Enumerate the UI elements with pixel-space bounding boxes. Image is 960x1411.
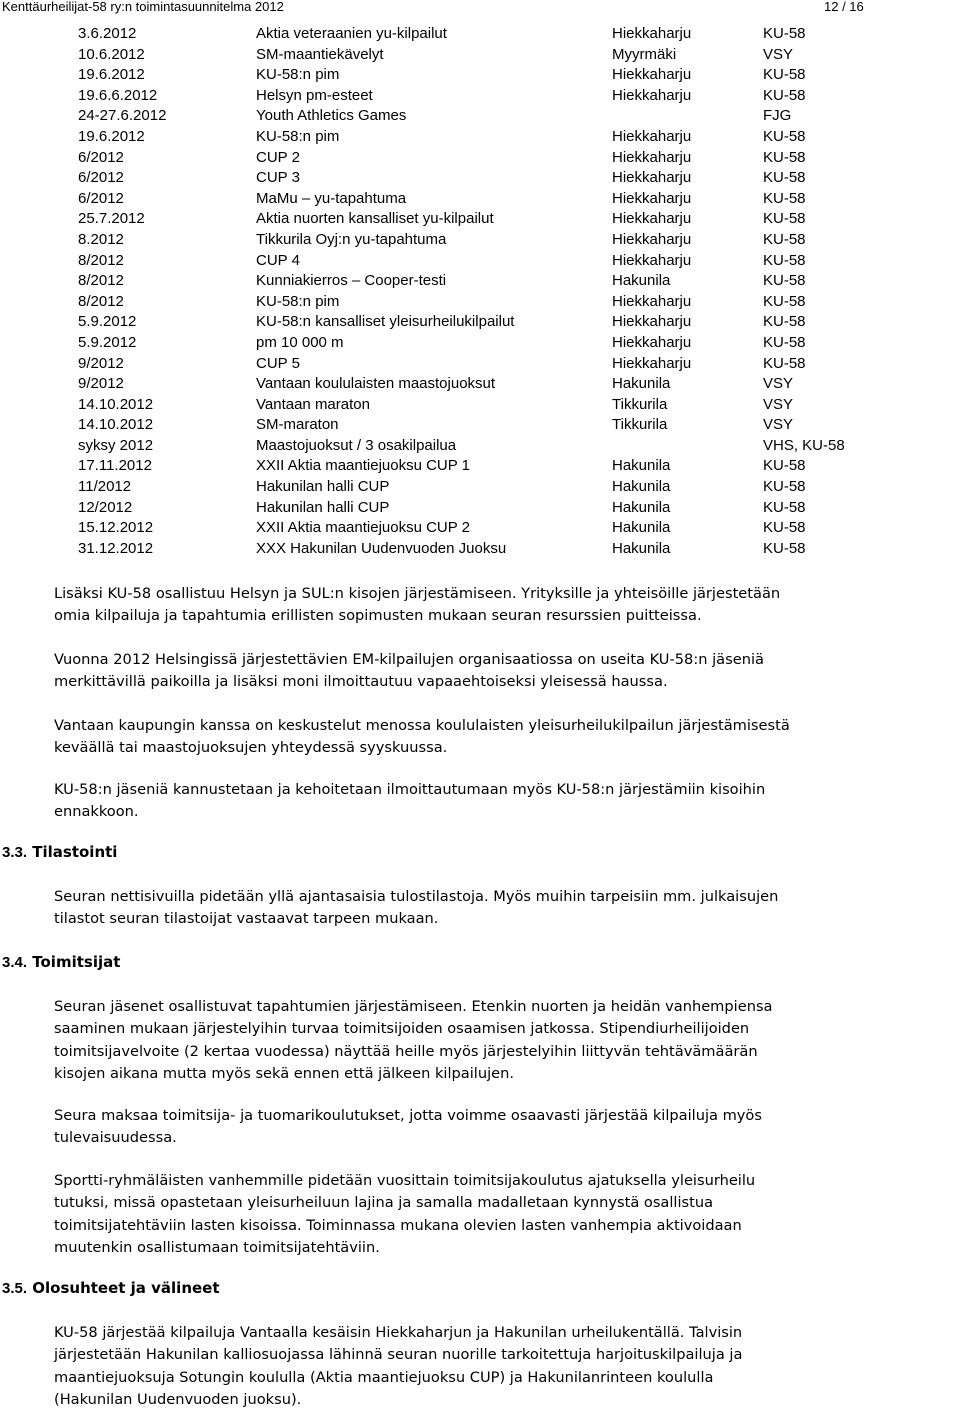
event-name: CUP 3 [256, 169, 300, 187]
paragraph [54, 779, 958, 824]
event-place: Hiekkaharju [612, 354, 692, 372]
event-date: 24-27.6.2012 [78, 107, 167, 125]
event-name: Helsyn pm-esteet [256, 86, 373, 104]
event-name: SM-maraton [256, 416, 339, 434]
event-organizer: KU-58 [763, 292, 806, 310]
event-place: Hiekkaharju [612, 251, 692, 269]
event-date: 6/2012 [78, 148, 124, 166]
event-date: 9/2012 [78, 354, 124, 372]
event-date: 5.9.2012 [78, 333, 137, 351]
event-name: XXX Hakunilan Uudenvuoden Juoksu [256, 539, 507, 557]
event-name: CUP 5 [256, 354, 300, 372]
section-title: Tilastointi [32, 843, 118, 861]
event-place: Hakunila [612, 519, 671, 537]
event-place: Hiekkaharju [612, 66, 692, 84]
event-name: XXII Aktia maantiejuoksu CUP 1 [256, 457, 470, 475]
paragraph-line: keväällä tai maastojuoksujen yhteydessä syyskuussa. [54, 739, 448, 757]
event-place: Hakunila [612, 478, 671, 496]
event-organizer: KU-58 [763, 478, 806, 496]
event-organizer: KU-58 [763, 251, 806, 269]
event-place: Hakunila [612, 457, 671, 475]
event-place: Tikkurila [612, 395, 668, 413]
event-date: 14.10.2012 [78, 416, 154, 434]
event-organizer: KU-58 [763, 169, 806, 187]
event-date: 8.2012 [78, 230, 124, 248]
event-name: Aktia veteraanien yu-kilpailut [256, 25, 447, 42]
paragraph-line: KU-58:n jäseniä kannustetaan ja kehoitetaan ilmoittautumaan myös KU-58:n järjestämiin kisoihin [54, 781, 766, 798]
event-date: 25.7.2012 [78, 210, 145, 228]
section-heading [2, 1278, 220, 1299]
paragraph-line: Vantaan kaupungin kanssa on keskustelut menossa koululaisten yleisurheilukilpailun järjestämisestä [54, 717, 790, 734]
paragraph-line: tutuksi, missä opastetaan yleisurheiluun lajina ja samalla madalletaan kynnystä osallistua [54, 1194, 714, 1212]
event-name: Tikkurila Oyj:n yu-tapahtuma [256, 230, 447, 248]
paragraph-line: merkittävillä paikoilla ja lisäksi moni ilmoittautuu vapaaehtoiseksi yleisessä haussa. [54, 673, 668, 691]
event-organizer: VSY [763, 45, 794, 63]
event-organizer: VSY [763, 395, 794, 413]
event-place: Hiekkaharju [612, 292, 692, 310]
event-organizer: KU-58 [763, 457, 806, 475]
paragraph-line: omia kilpailuja ja tapahtumia erillisten sopimusten mukaan seuran resurssien puitteissa. [54, 607, 702, 625]
event-organizer: KU-58 [763, 354, 806, 372]
event-place: Hiekkaharju [612, 148, 692, 166]
event-name: Hakunilan halli CUP [256, 498, 390, 516]
event-date: 19.6.2012 [78, 127, 145, 145]
page-header [2, 0, 952, 14]
event-place: Hiekkaharju [612, 169, 692, 187]
event-name: Aktia nuorten kansalliset yu-kilpailut [256, 210, 494, 228]
event-name: pm 10 000 m [256, 333, 344, 351]
event-organizer: FJG [763, 107, 792, 125]
paragraph-line: Vuonna 2012 Helsingissä järjestettävien EM-kilpailujen organisaatiossa on useita KU-58:n jäseniä [54, 651, 764, 668]
event-organizer: VHS, KU-58 [763, 436, 845, 454]
event-name: SM-maantiekävelyt [256, 45, 384, 63]
paragraph-line: Sportti-ryhmäläisten vanhemmille pidetään vuosittain toimitsijakoulutus ajatuksella yleisurheilu [54, 1172, 756, 1189]
event-name: Hakunilan halli CUP [256, 478, 390, 496]
event-date: 3.6.2012 [78, 25, 137, 42]
event-date: 6/2012 [78, 189, 124, 207]
paragraph-line: (Hakunilan Uudenvuoden juoksu). [54, 1390, 302, 1408]
event-name: CUP 4 [256, 251, 300, 269]
section-title: Olosuhteet ja välineet [32, 1279, 220, 1297]
event-organizer: KU-58 [763, 272, 806, 290]
event-organizer: KU-58 [763, 539, 806, 557]
event-place: Hakunila [612, 498, 671, 516]
event-organizer: VSY [763, 416, 794, 434]
paragraph [54, 886, 958, 931]
page-number: 12 / 16 [824, 0, 864, 14]
section-heading [2, 842, 117, 863]
paragraph [54, 649, 958, 694]
paragraph [54, 1322, 958, 1411]
event-date: 12/2012 [78, 498, 133, 516]
document-title: Kenttäurheilijat-58 ry:n toimintasuunnitelma 2012 [2, 0, 284, 14]
event-date: 8/2012 [78, 292, 124, 310]
section-number: 3.3. [2, 844, 28, 861]
event-organizer: KU-58 [763, 127, 806, 145]
event-organizer: KU-58 [763, 498, 806, 516]
event-name: KU-58:n pim [256, 127, 340, 145]
paragraph-line: toimitsijatehtäviin lasten kisoissa. Toiminnassa mukana olevien lasten vanhempia aktivoidaan [54, 1216, 742, 1234]
event-name: CUP 2 [256, 148, 300, 166]
event-date: 9/2012 [78, 375, 124, 393]
event-place: Hakunila [612, 539, 671, 557]
event-date: 11/2012 [78, 478, 132, 496]
event-organizer: KU-58 [763, 333, 806, 351]
event-name: MaMu – yu-tapahtuma [256, 189, 407, 207]
event-date: 19.6.6.2012 [78, 86, 158, 104]
event-name: Vantaan maraton [256, 395, 370, 413]
paragraph-line: Seuran nettisivuilla pidetään yllä ajantasaisia tulostilastoja. Myös muihin tarpeisiin mm. julkaisujen [54, 888, 779, 905]
event-organizer: KU-58 [763, 86, 806, 104]
event-place: Hiekkaharju [612, 189, 692, 207]
event-name: Youth Athletics Games [256, 107, 407, 125]
paragraph-line: muutenkin osallistumaan toimitsijatehtäviin. [54, 1238, 380, 1256]
paragraph [54, 715, 958, 760]
event-name: Kunniakierros – Cooper-testi [256, 272, 447, 290]
section-number: 3.5. [2, 1280, 28, 1297]
event-place: Hiekkaharju [612, 25, 692, 42]
section-title: Toimitsijat [32, 953, 121, 971]
section-number: 3.4. [2, 954, 28, 971]
paragraph-line: ennakkoon. [54, 803, 139, 821]
event-date: 31.12.2012 [78, 539, 154, 557]
paragraph-line: tulevaisuudessa. [54, 1129, 177, 1147]
event-name: KU-58:n kansalliset yleisurheilukilpailut [256, 313, 515, 331]
event-date: 15.12.2012 [78, 519, 154, 537]
event-name: XXII Aktia maantiejuoksu CUP 2 [256, 519, 470, 537]
paragraph [54, 996, 958, 1085]
paragraph-line: Seuran jäsenet osallistuvat tapahtumien järjestämiseen. Etenkin nuorten ja heidän vanhempiensa [54, 998, 773, 1015]
event-date: 5.9.2012 [78, 313, 137, 331]
event-organizer: KU-58 [763, 148, 806, 166]
event-organizer: KU-58 [763, 313, 806, 331]
event-organizer: KU-58 [763, 66, 806, 84]
paragraph-line: saaminen mukaan järjestelyihin turvaa toimitsijoiden osaamisen jatkossa. Stipendiurheilijoiden [54, 1020, 750, 1038]
event-place: Tikkurila [612, 416, 668, 434]
event-organizer: KU-58 [763, 189, 806, 207]
event-date: 14.10.2012 [78, 395, 154, 413]
event-name: KU-58:n pim [256, 66, 340, 84]
event-place: Hiekkaharju [612, 210, 692, 228]
paragraph [54, 1105, 958, 1150]
event-organizer: KU-58 [763, 519, 806, 537]
event-place: Hiekkaharju [612, 333, 692, 351]
event-place: Hiekkaharju [612, 230, 692, 248]
paragraph-line: maantiejuoksuja Sotungin koululla (Aktia maantiejuoksu CUP) ja Hakunilanrinteen koululla [54, 1368, 714, 1386]
event-place: Hiekkaharju [612, 127, 692, 145]
event-date: syksy 2012 [78, 436, 154, 454]
paragraph-line: KU-58 järjestää kilpailuja Vantaalla kesäisin Hiekkaharjun ja Hakunilan urheilukentällä. Talvisin [54, 1324, 743, 1341]
paragraph [54, 1170, 958, 1259]
event-place: Hakunila [612, 272, 671, 290]
event-name: KU-58:n pim [256, 292, 340, 310]
event-organizer: KU-58 [763, 210, 806, 228]
event-date: 8/2012 [78, 272, 124, 290]
event-date: 8/2012 [78, 251, 124, 269]
event-name: Vantaan koululaisten maastojuoksut [256, 375, 496, 393]
paragraph-line: kisojen aikana mutta myös sekä ennen että jälkeen kilpailujen. [54, 1064, 515, 1082]
section-heading [2, 952, 120, 973]
paragraph-line: järjestetään Hakunilan kalliosuojassa lähinnä seuran nuorille tarkoitettuja harjoituskilpailuja ja [54, 1346, 743, 1364]
paragraph-line: Seura maksaa toimitsija- ja tuomarikoulutukset, jotta voimme osaavasti järjestää kilpailuja myös [54, 1107, 762, 1124]
paragraph [54, 583, 958, 628]
paragraph-line: Lisäksi KU-58 osallistuu Helsyn ja SUL:n kisojen järjestämiseen. Yrityksille ja yhteisöille järjestetään [54, 585, 781, 602]
event-name: Maastojuoksut / 3 osakilpailua [256, 436, 457, 454]
event-date: 10.6.2012 [78, 45, 145, 63]
event-organizer: KU-58 [763, 230, 806, 248]
event-date: 17.11.2012 [78, 457, 152, 475]
event-date: 19.6.2012 [78, 66, 145, 84]
event-place: Hakunila [612, 375, 671, 393]
event-place: Hiekkaharju [612, 313, 692, 331]
paragraph-line: toimitsijavelvoite (2 kertaa vuodessa) näyttää heille myös järjestelyihin liittyvän tehtävämäärän [54, 1042, 758, 1060]
event-organizer: VSY [763, 375, 794, 393]
event-place: Myyrmäki [612, 45, 677, 63]
paragraph-line: tilastot seuran tilastoijat vastaavat tarpeen mukaan. [54, 910, 439, 928]
event-place: Hiekkaharju [612, 86, 692, 104]
event-organizer: KU-58 [763, 25, 806, 42]
event-date: 6/2012 [78, 169, 124, 187]
